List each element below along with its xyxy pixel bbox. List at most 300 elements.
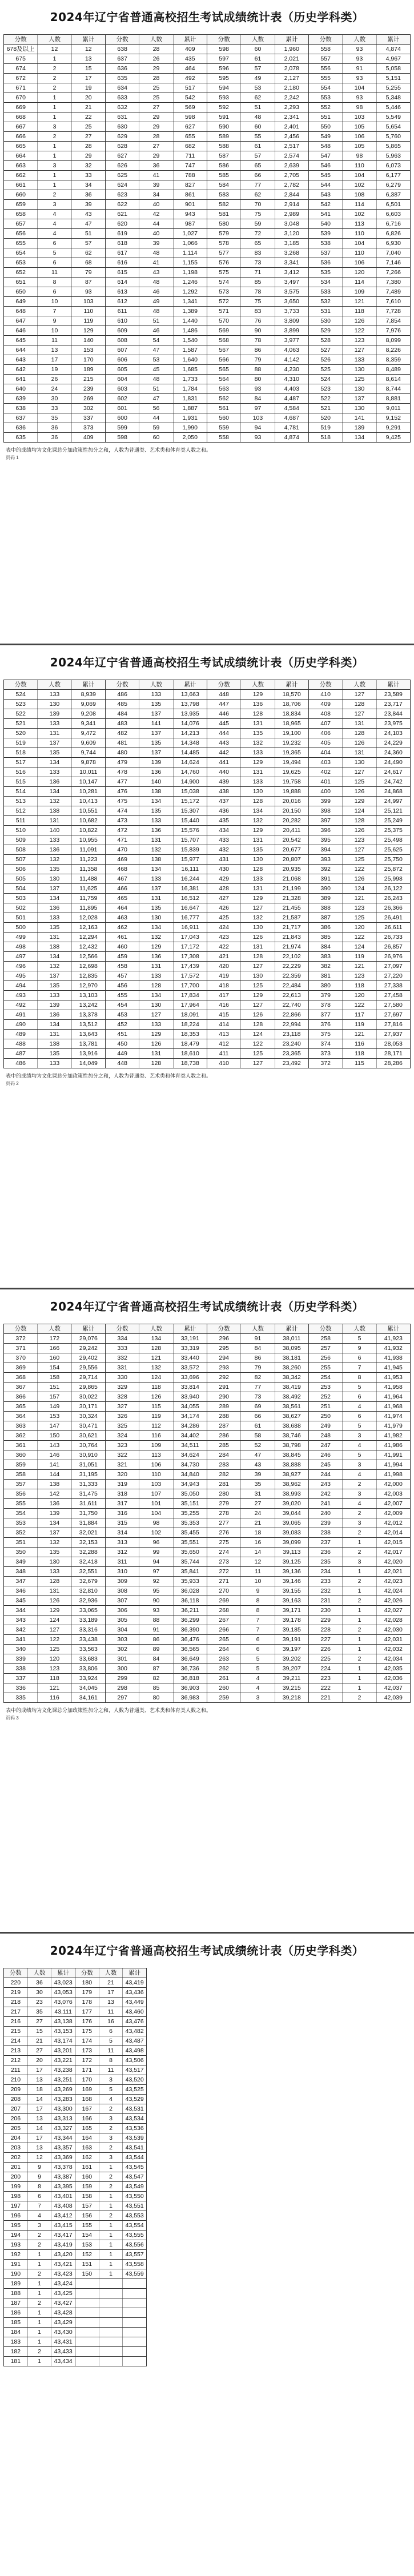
count-cell: 103 <box>343 112 376 122</box>
score-cell: 448 <box>106 1059 139 1068</box>
cumulative-cell: 41,974 <box>384 1413 403 1420</box>
table-row <box>106 1431 207 1441</box>
score-cell: 184 <box>4 2328 28 2337</box>
count-cell: 1 <box>99 2231 123 2240</box>
count-cell: 130 <box>241 971 275 980</box>
table-row <box>309 758 410 767</box>
cumulative-cell: 9,341 <box>81 720 96 727</box>
count-cell: 1 <box>99 2192 123 2201</box>
score-cell: 639 <box>4 394 38 403</box>
table-row <box>207 229 308 239</box>
score-cell: 239 <box>309 1518 343 1528</box>
count-cell: 8 <box>38 278 71 287</box>
table-row <box>106 1373 207 1383</box>
table-row <box>106 835 207 845</box>
cumulative-cell: 9,069 <box>81 701 96 708</box>
cumulative-cell: 29,556 <box>79 1364 98 1371</box>
count-cell: 134 <box>139 865 173 874</box>
table-row <box>4 1363 105 1373</box>
count-cell: 137 <box>38 738 71 748</box>
table-row <box>207 355 308 365</box>
cumulative-cell: 6,177 <box>385 172 401 179</box>
count-cell: 91 <box>343 64 376 73</box>
cumulative-cell: 16,777 <box>180 914 199 921</box>
score-cell <box>75 2308 99 2317</box>
score-cell: 529 <box>309 326 343 335</box>
table-row <box>309 1567 410 1577</box>
cumulative-cell: 2,574 <box>284 152 299 159</box>
table-row <box>309 1577 410 1586</box>
score-cell: 378 <box>309 1000 343 1010</box>
count-cell: 11 <box>38 336 71 345</box>
count-cell: 131 <box>38 933 71 942</box>
score-cell: 303 <box>106 1635 139 1644</box>
score-cell <box>75 2328 99 2337</box>
count-cell: 134 <box>38 952 71 961</box>
count-cell: 128 <box>241 709 275 718</box>
cumulative-cell: 25 <box>85 123 92 130</box>
table-row <box>309 1528 410 1538</box>
table-row <box>4 2046 75 2056</box>
cumulative-cell: 39,218 <box>282 1694 301 1701</box>
count-cell: 128 <box>139 1059 173 1068</box>
count-cell: 4 <box>38 219 71 228</box>
count-cell: 125 <box>38 1645 71 1654</box>
score-cell: 412 <box>207 1039 241 1048</box>
count-cell: 3 <box>99 2133 123 2143</box>
count-cell: 101 <box>139 1499 173 1508</box>
page-title: 2024年辽宁省普通高校招生考试成绩统计表（历史学科类） <box>50 1944 364 1958</box>
cumulative-cell: 21 <box>85 104 92 111</box>
table-row <box>4 816 105 826</box>
score-cell: 616 <box>106 258 139 267</box>
column-header: 人数 <box>139 1324 173 1333</box>
cumulative-cell: 43 <box>85 211 92 218</box>
cumulative-cell: 27,697 <box>384 1011 403 1018</box>
cumulative-cell: 569 <box>185 104 195 111</box>
table-row <box>4 826 105 835</box>
score-cell: 613 <box>106 287 139 296</box>
cumulative-cell: 42,037 <box>384 1685 403 1691</box>
table-row <box>4 210 105 219</box>
cumulative-cell: 21,717 <box>282 924 301 931</box>
cumulative-cell: 43,269 <box>54 2086 73 2093</box>
count-cell: 112 <box>139 1421 173 1430</box>
table-row <box>4 2328 75 2337</box>
table-row <box>207 210 308 219</box>
score-cell: 386 <box>309 923 343 932</box>
count-cell: 6 <box>241 1645 275 1654</box>
score-cell: 645 <box>4 336 38 345</box>
cumulative-cell: 36,818 <box>180 1675 199 1682</box>
score-cell: 400 <box>309 787 343 796</box>
count-cell: 134 <box>38 758 71 767</box>
cumulative-cell: 901 <box>185 201 195 208</box>
cumulative-cell: 13,643 <box>79 1031 98 1038</box>
count-cell: 1 <box>28 2250 52 2259</box>
score-cell: 377 <box>309 1010 343 1019</box>
score-cell: 602 <box>106 394 139 403</box>
count-cell: 131 <box>38 1586 71 1596</box>
count-cell: 76 <box>241 316 275 325</box>
cumulative-cell: 12,835 <box>79 972 98 979</box>
count-cell: 93 <box>343 45 376 54</box>
count-cell: 130 <box>343 404 376 413</box>
score-cell: 365 <box>4 1402 38 1411</box>
cumulative-cell: 42,014 <box>384 1529 403 1536</box>
table-row <box>4 151 105 161</box>
cumulative-cell: 11,358 <box>79 866 98 873</box>
table-row <box>4 758 105 767</box>
column-header: 人数 <box>241 1324 275 1333</box>
cumulative-cell: 17 <box>85 75 92 82</box>
cumulative-cell: 12,566 <box>79 953 98 960</box>
column-header: 人数 <box>38 1324 71 1333</box>
cumulative-cell: 42,036 <box>384 1675 403 1682</box>
score-cell: 520 <box>309 413 343 423</box>
cumulative-cell: 7,489 <box>385 288 401 295</box>
cumulative-cell: 22,613 <box>282 992 301 999</box>
count-cell: 137 <box>139 884 173 893</box>
cumulative-cell: 302 <box>83 405 94 412</box>
count-cell: 83 <box>241 248 275 258</box>
count-cell: 126 <box>343 738 376 748</box>
cumulative-cell: 43,541 <box>125 2144 144 2151</box>
score-cell: 601 <box>106 404 139 413</box>
count-cell: 2 <box>99 2124 123 2133</box>
score-cell: 422 <box>207 942 241 951</box>
count-cell: 4 <box>99 2095 123 2104</box>
cumulative-cell: 30,171 <box>79 1403 98 1410</box>
cumulative-cell: 110 <box>83 308 94 315</box>
count-cell: 127 <box>343 845 376 854</box>
table-row <box>4 1635 105 1645</box>
table-row <box>4 423 105 433</box>
score-cell: 442 <box>207 748 241 757</box>
count-cell: 132 <box>38 797 71 806</box>
cumulative-cell: 33 <box>85 172 92 179</box>
cumulative-cell: 32,551 <box>79 1568 98 1575</box>
table-row <box>4 1654 105 1664</box>
count-cell: 94 <box>139 1557 173 1566</box>
cumulative-cell: 788 <box>185 172 195 179</box>
count-cell: 133 <box>38 719 71 728</box>
score-cell: 164 <box>75 2133 99 2143</box>
column-header: 分数 <box>309 35 343 44</box>
count-cell: 4 <box>343 1441 376 1450</box>
table-row <box>75 2201 146 2211</box>
count-cell: 66 <box>241 171 275 180</box>
score-cell: 407 <box>309 719 343 728</box>
cumulative-cell: 33,438 <box>79 1636 98 1643</box>
page-3 <box>0 1288 414 1932</box>
cumulative-cell: 36,736 <box>180 1665 199 1672</box>
table-row <box>106 307 207 316</box>
count-cell: 134 <box>139 991 173 1000</box>
score-cell: 293 <box>207 1363 241 1372</box>
cumulative-cell: 22,994 <box>282 1021 301 1028</box>
table-row <box>4 797 105 806</box>
column-header: 分数 <box>106 680 139 689</box>
score-cell: 249 <box>309 1421 343 1430</box>
table-row <box>309 45 410 54</box>
cumulative-cell: 42,003 <box>384 1490 403 1497</box>
cumulative-cell: 26,611 <box>384 924 403 931</box>
score-cell: 483 <box>106 719 139 728</box>
cumulative-cell: 13,935 <box>180 710 199 717</box>
count-cell: 137 <box>38 971 71 980</box>
cumulative-cell: 1,389 <box>182 308 198 315</box>
cumulative-cell: 747 <box>185 162 195 169</box>
table-row <box>4 1586 105 1596</box>
score-cell: 475 <box>106 797 139 806</box>
score-cell: 344 <box>4 1606 38 1615</box>
count-cell: 1 <box>99 2269 123 2278</box>
count-cell: 1 <box>28 2308 52 2317</box>
table-row <box>4 1625 105 1635</box>
count-cell: 121 <box>139 1353 173 1363</box>
table-row <box>207 767 308 777</box>
cumulative-cell: 27,458 <box>384 992 403 999</box>
score-cell: 244 <box>309 1470 343 1479</box>
count-cell: 18 <box>28 2085 52 2094</box>
score-cell: 606 <box>106 355 139 364</box>
count-cell: 17 <box>28 2104 52 2113</box>
column-header: 累计 <box>184 1325 196 1332</box>
table-row <box>207 690 308 700</box>
score-cell: 301 <box>106 1654 139 1663</box>
score-cell: 275 <box>207 1538 241 1547</box>
score-cell: 555 <box>309 74 343 83</box>
table-row <box>106 219 207 229</box>
count-cell: 93 <box>241 384 275 393</box>
table-row <box>4 287 105 297</box>
table-row <box>106 1606 207 1615</box>
cumulative-cell: 30,621 <box>79 1432 98 1439</box>
score-cell: 370 <box>4 1353 38 1363</box>
score-cell: 481 <box>106 738 139 748</box>
count-cell: 128 <box>343 816 376 825</box>
table-row <box>207 161 308 171</box>
cumulative-cell: 20,282 <box>282 817 301 824</box>
score-cell: 390 <box>309 884 343 893</box>
cumulative-cell: 25,375 <box>384 827 403 834</box>
table-row <box>309 777 410 787</box>
cumulative-cell: 43,460 <box>125 2008 144 2015</box>
table-row <box>309 787 410 797</box>
count-cell: 70 <box>241 200 275 209</box>
count-cell: 104 <box>343 83 376 93</box>
column-header: 分数 <box>4 35 38 44</box>
table-row <box>75 2289 146 2298</box>
table-row <box>309 1020 410 1030</box>
score-cell: 608 <box>106 336 139 345</box>
table-row <box>4 748 105 758</box>
cumulative-cell: 31,750 <box>79 1510 98 1517</box>
score-cell: 268 <box>207 1606 241 1615</box>
score-cell: 170 <box>75 2075 99 2084</box>
table-header-row <box>207 1324 308 1334</box>
cumulative-cell: 34,174 <box>180 1413 199 1420</box>
count-cell: 5 <box>343 1450 376 1460</box>
table-row <box>309 1421 410 1431</box>
table-row <box>309 1683 410 1693</box>
table-row <box>309 1431 410 1441</box>
score-cell: 387 <box>309 913 343 922</box>
cumulative-cell: 43,487 <box>125 2038 144 2044</box>
count-cell: 122 <box>343 326 376 335</box>
table-row <box>75 2114 146 2124</box>
count-cell: 2 <box>28 2347 52 2356</box>
cumulative-cell: 38,688 <box>282 1422 301 1429</box>
cumulative-cell: 14,624 <box>180 759 199 766</box>
cumulative-cell: 1,587 <box>182 347 198 353</box>
count-cell: 62 <box>241 93 275 102</box>
score-cell: 367 <box>4 1383 38 1392</box>
count-cell: 119 <box>343 952 376 961</box>
cumulative-cell: 13,103 <box>79 992 98 999</box>
table-row <box>207 797 308 806</box>
table-row <box>309 142 410 151</box>
cumulative-cell: 987 <box>185 220 195 227</box>
count-cell: 23 <box>28 1998 52 2007</box>
table-row <box>106 180 207 190</box>
score-cell: 532 <box>309 297 343 306</box>
count-cell: 2 <box>38 74 71 83</box>
count-cell: 83 <box>241 307 275 316</box>
column-header: 分数 <box>4 1968 28 1978</box>
table-row <box>4 962 105 971</box>
table-row <box>4 700 105 709</box>
score-cell: 588 <box>207 142 241 151</box>
table-row <box>207 1499 308 1509</box>
score-cell: 674 <box>4 64 38 73</box>
count-cell: 45 <box>139 365 173 374</box>
cumulative-cell: 39,191 <box>282 1636 301 1643</box>
cumulative-cell: 33,924 <box>79 1675 98 1682</box>
table-row <box>309 1010 410 1020</box>
score-cell: 389 <box>309 894 343 903</box>
score-cell: 551 <box>309 112 343 122</box>
count-cell: 5 <box>38 248 71 258</box>
table-row <box>207 894 308 903</box>
count-cell: 47 <box>139 394 173 403</box>
table-row <box>207 1606 308 1615</box>
table-row <box>4 384 105 394</box>
count-cell: 136 <box>139 952 173 961</box>
count-cell: 8 <box>28 2182 52 2191</box>
cumulative-cell: 409 <box>185 46 195 53</box>
table-row <box>106 103 207 112</box>
table-row <box>106 1654 207 1664</box>
column-header: 累计 <box>82 36 95 43</box>
table-row <box>4 1978 75 1988</box>
count-cell: 129 <box>38 1606 71 1615</box>
score-cell: 161 <box>75 2163 99 2172</box>
page-number: 页码 3 <box>6 1715 19 1721</box>
cumulative-cell: 17,834 <box>180 992 199 999</box>
cumulative-cell: 32,153 <box>79 1539 98 1546</box>
table-row <box>4 2289 75 2298</box>
score-cell: 456 <box>106 981 139 990</box>
cumulative-cell: 33,683 <box>79 1655 98 1662</box>
table-row <box>4 2065 75 2075</box>
cumulative-cell: 26,243 <box>384 895 403 902</box>
score-cell: 453 <box>106 1010 139 1019</box>
score-cell: 471 <box>106 835 139 845</box>
score-cell: 206 <box>4 2114 28 2123</box>
count-cell: 7 <box>343 1363 376 1372</box>
score-cell: 486 <box>4 1059 38 1068</box>
cumulative-cell: 20,677 <box>282 846 301 853</box>
cumulative-cell: 24,490 <box>384 759 403 766</box>
score-cell: 200 <box>4 2172 28 2181</box>
column-header: 人数 <box>139 35 173 44</box>
score-cell: 520 <box>4 729 38 738</box>
count-cell: 119 <box>343 1020 376 1029</box>
table-row <box>75 2240 146 2250</box>
count-cell: 97 <box>139 1567 173 1576</box>
table-row <box>75 2075 146 2085</box>
score-cell: 385 <box>309 933 343 942</box>
cumulative-cell: 2,341 <box>284 114 299 120</box>
cumulative-cell: 9,011 <box>386 405 401 412</box>
table-footnote: 表中的成绩均为文化课总分加政策性加分之和，人数为普通类、艺术类和体育类人数之和。 <box>6 1707 212 1713</box>
score-cell: 522 <box>309 394 343 403</box>
score-cell: 276 <box>207 1528 241 1537</box>
score-cell: 314 <box>106 1528 139 1537</box>
table-row <box>106 413 207 423</box>
count-cell: 90 <box>139 1596 173 1605</box>
cumulative-cell: 43,525 <box>125 2086 144 2093</box>
count-cell: 1 <box>99 2240 123 2249</box>
table-row <box>106 1363 207 1373</box>
count-cell: 79 <box>241 355 275 364</box>
table-row <box>4 767 105 777</box>
table-row <box>207 1000 308 1010</box>
cumulative-cell: 38,627 <box>282 1413 301 1420</box>
score-cell: 382 <box>309 962 343 971</box>
cumulative-cell <box>123 2337 146 2346</box>
score-cell: 447 <box>207 700 241 709</box>
score-cell: 245 <box>309 1460 343 1469</box>
table-header-row <box>207 680 308 690</box>
count-cell: 11 <box>99 2065 123 2075</box>
cumulative-cell: 13,512 <box>79 1021 98 1028</box>
score-cell: 340 <box>4 1645 38 1654</box>
table-row <box>106 709 207 719</box>
score-cell: 455 <box>106 991 139 1000</box>
table-row <box>309 287 410 297</box>
count-cell: 82 <box>139 1674 173 1683</box>
cumulative-cell: 43,517 <box>125 2067 144 2073</box>
column-header: 人数 <box>343 680 376 689</box>
count-cell: 110 <box>343 248 376 258</box>
score-cell: 586 <box>207 161 241 170</box>
count-cell: 89 <box>139 1645 173 1654</box>
score-cell: 253 <box>309 1383 343 1392</box>
score-cell: 436 <box>207 806 241 815</box>
cumulative-cell: 39,211 <box>283 1675 301 1682</box>
count-cell: 131 <box>343 719 376 728</box>
table-row <box>75 2046 146 2056</box>
column-header: 累计 <box>387 681 400 688</box>
cumulative-cell: 6,387 <box>385 191 401 198</box>
score-cell: 256 <box>309 1353 343 1363</box>
cumulative-cell: 43,553 <box>125 2212 144 2219</box>
cumulative-cell: 10,413 <box>79 798 98 805</box>
table-row <box>4 345 105 355</box>
